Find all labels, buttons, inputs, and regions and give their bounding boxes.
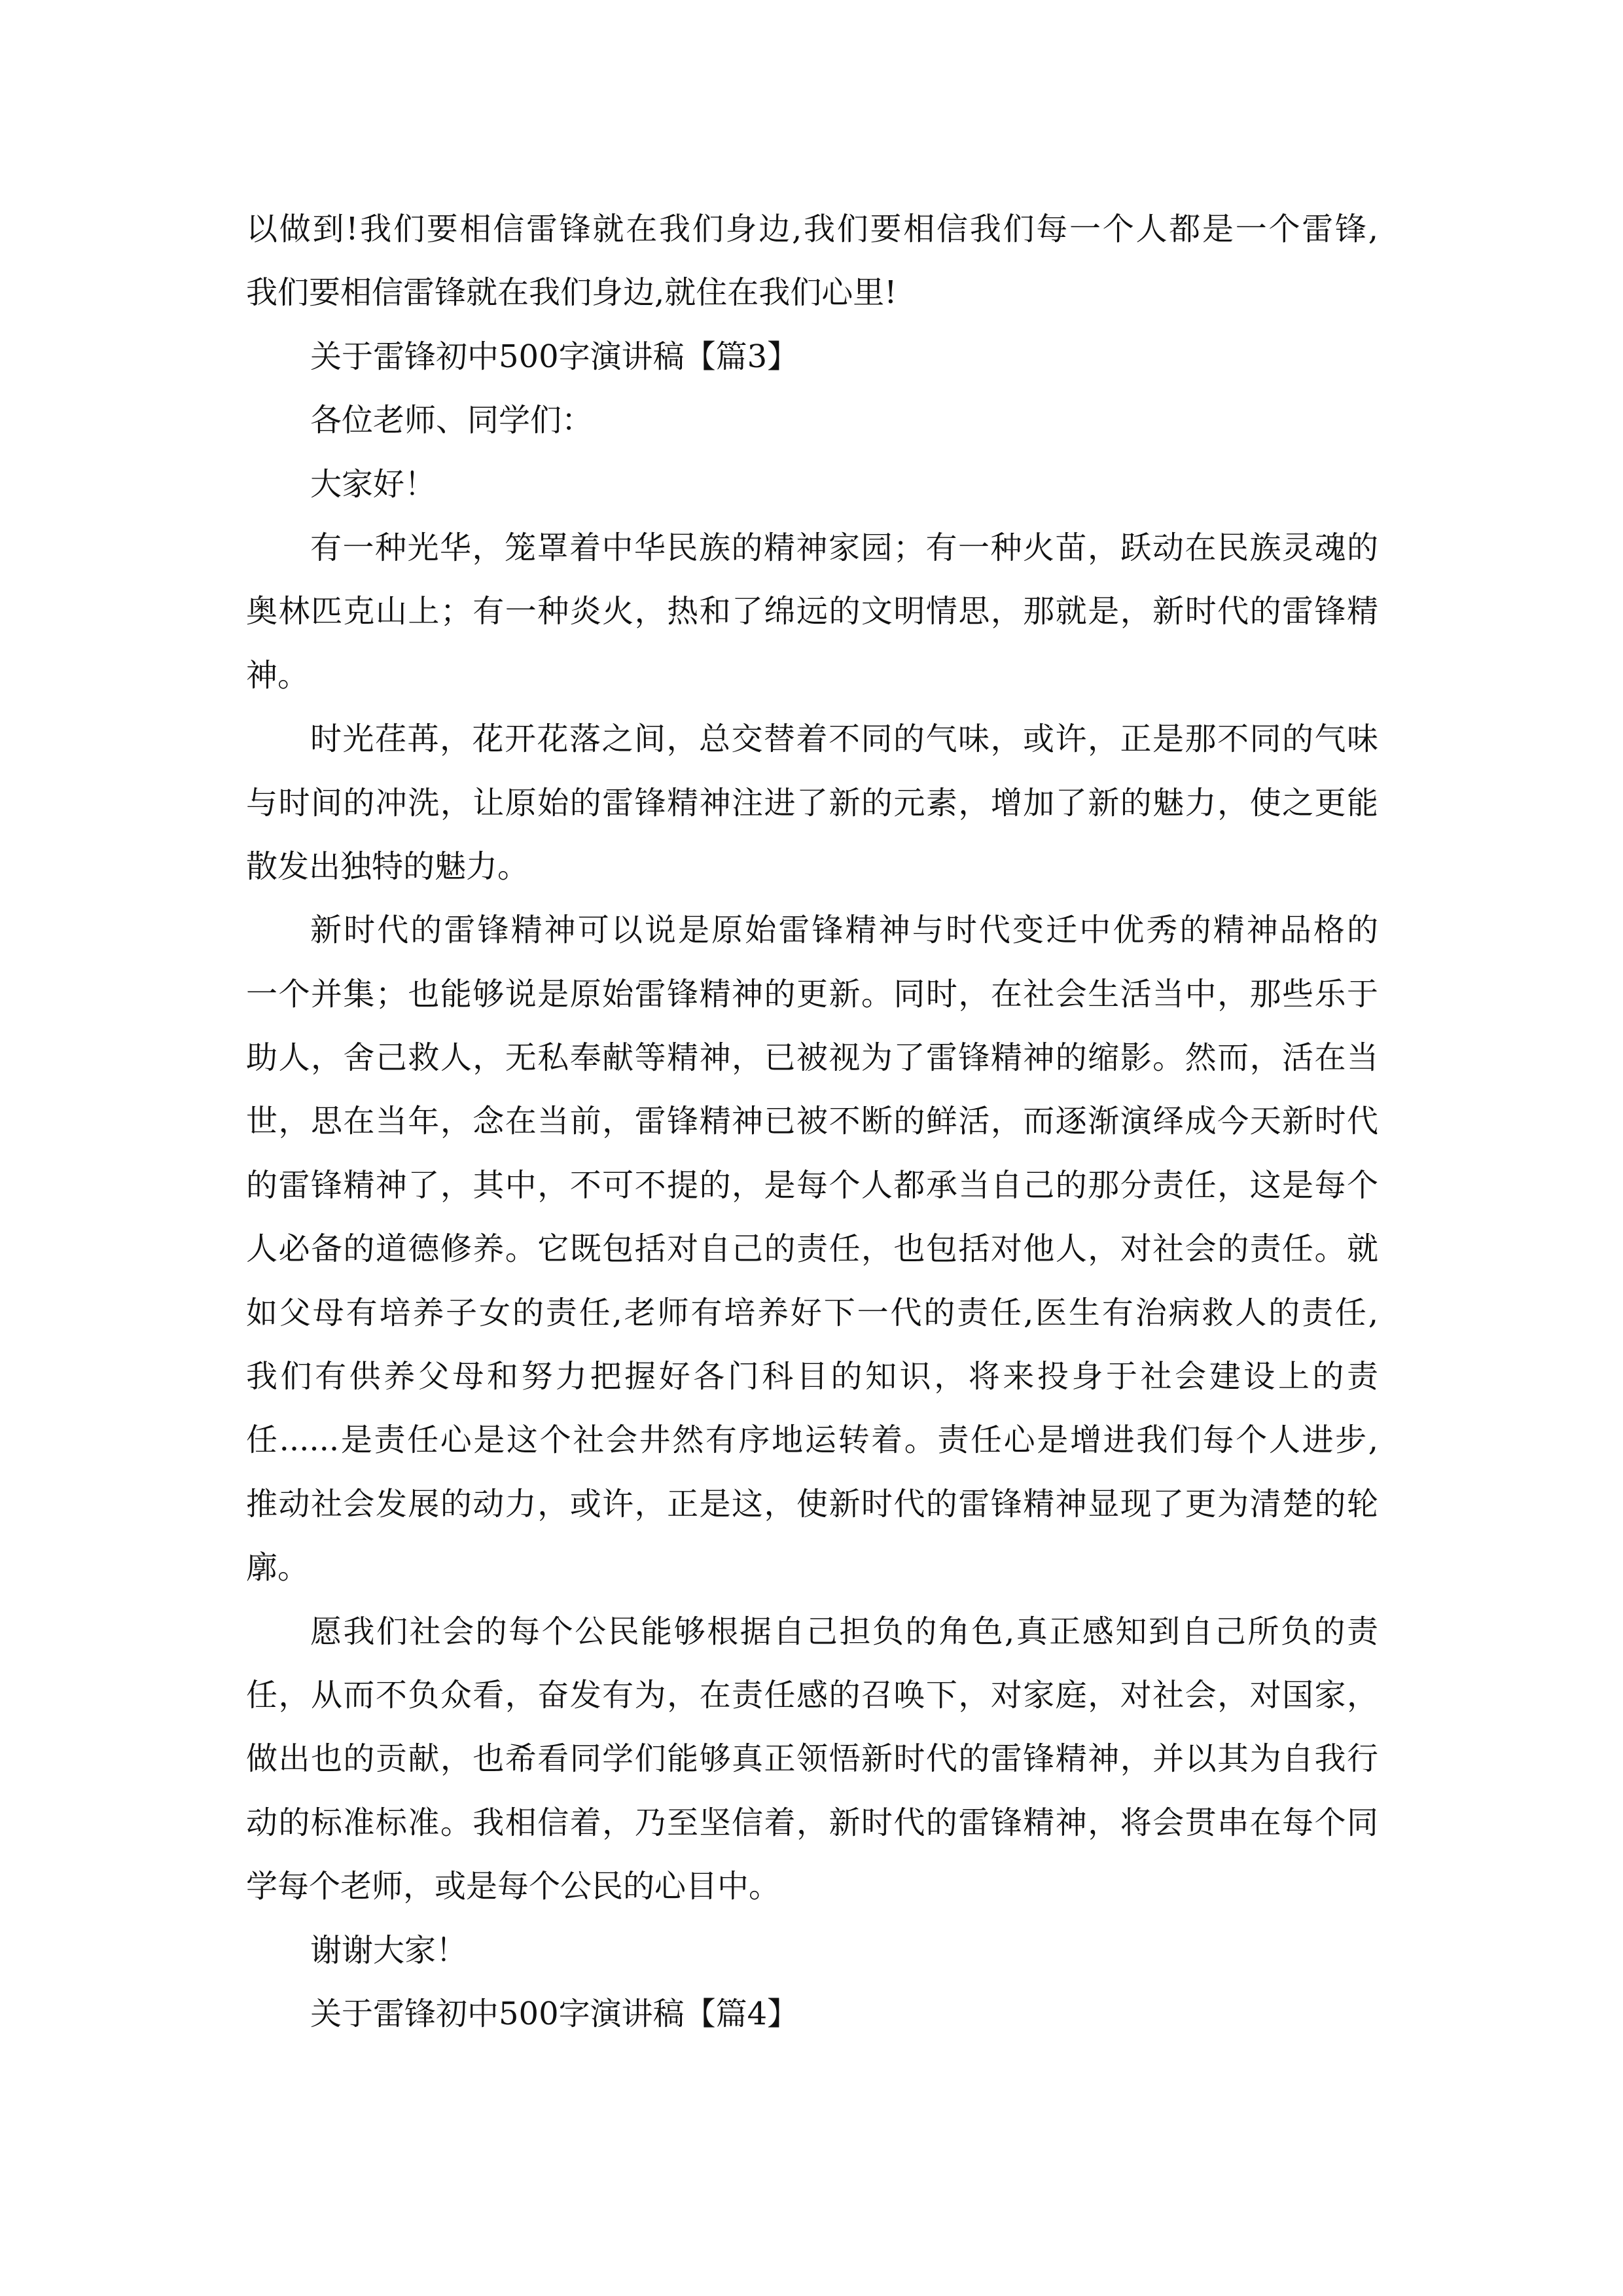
paragraph-block [246, 516, 1378, 708]
document-body [246, 198, 1378, 2046]
text-line: 廓。 [246, 1549, 310, 1587]
text-line: 奥林匹克山上；有一种炎火，热和了绵远的文明情思，那就是，新时代的雷锋精 [246, 593, 1378, 630]
text-line: 与时间的冲洗，让原始的雷锋精神注进了新的元素，增加了新的魅力，使之更能 [246, 784, 1378, 821]
text-line: 推动社会发展的动力，或许，正是这，使新时代的雷锋精神显现了更为清楚的轮 [246, 1485, 1378, 1522]
salutation-block [246, 389, 1378, 452]
text-line: 各位老师、同学们： [310, 402, 594, 439]
text-line: 有一种光华，笼罩着中华民族的精神家园；有一种火苗，跃动在民族灵魂的 [310, 529, 1378, 566]
text-line: 做出也的贡献，也希看同学们能够真正领悟新时代的雷锋精神，并以其为自我行 [246, 1740, 1378, 1778]
text-line: 以做到!我们要相信雷锋就在我们身边,我们要相信我们每一个人都是一个雷锋, [246, 211, 1378, 247]
text-line: 我们有供养父母和努力把握好各门科目的知识，将来投身于社会建设上的责 [246, 1358, 1378, 1395]
text-line: 助人，舍己救人，无私奉献等精神，已被视为了雷锋精神的缩影。然而，活在当 [246, 1039, 1378, 1077]
text-line: 动的标准标准。我相信着，乃至坚信着，新时代的雷锋精神，将会贯串在每个同 [246, 1804, 1378, 1841]
greeting-block [246, 453, 1378, 516]
text-line: 如父母有培养子女的责任,老师有培养好下一代的责任,医生有治病救人的责任, [246, 1294, 1378, 1331]
text-line: 任，从而不负众看，奋发有为，在责任感的召唤下，对家庭，对社会，对国家， [246, 1676, 1378, 1713]
section-heading [246, 325, 1378, 389]
text-line: 散发出独特的魅力。 [246, 848, 529, 885]
text-line: 新时代的雷锋精神可以说是原始雷锋精神与时代变迁中优秀的精神品格的 [310, 912, 1378, 949]
text-line: 我们要相信雷锋就在我们身边,就住在我们心里! [246, 274, 897, 312]
text-line: 关于雷锋初中500字演讲稿【篇3】 [310, 338, 799, 375]
text-line: 世，思在当年，念在当前，雷锋精神已被不断的鲜活，而逐渐演绎成今天新时代 [246, 1103, 1378, 1140]
text-line: 任......是责任心是这个社会井然有序地运转着。责任心是增进我们每个人进步, [246, 1422, 1378, 1459]
paragraph-block [246, 899, 1378, 1600]
closing-block [246, 1919, 1378, 1982]
text-line: 人必备的道德修养。它既包括对自己的责任，也包括对他人，对社会的责任。就 [246, 1230, 1378, 1268]
text-line: 学每个老师，或是每个公民的心目中。 [246, 1868, 781, 1905]
text-line: 大家好！ [310, 465, 437, 503]
text-line: 时光荏苒，花开花落之间，总交替着不同的气味，或许，正是那不同的气味 [310, 721, 1378, 758]
text-line: 神。 [246, 656, 310, 694]
section-heading [246, 1982, 1378, 2046]
text-line: 一个并集；也能够说是原始雷锋精神的更新。同时，在社会生活当中，那些乐于 [246, 975, 1378, 1013]
paragraph-block [246, 198, 1378, 325]
text-line: 关于雷锋初中500字演讲稿【篇4】 [310, 1995, 799, 2032]
text-line: 的雷锋精神了，其中，不可不提的，是每个人都承当自己的那分责任，这是每个 [246, 1166, 1378, 1204]
paragraph-block [246, 708, 1378, 899]
paragraph-block [246, 1600, 1378, 1919]
text-line: 愿我们社会的每个公民能够根据自己担负的角色,真正感知到自己所负的责 [310, 1613, 1378, 1650]
text-line: 谢谢大家！ [310, 1931, 468, 1969]
